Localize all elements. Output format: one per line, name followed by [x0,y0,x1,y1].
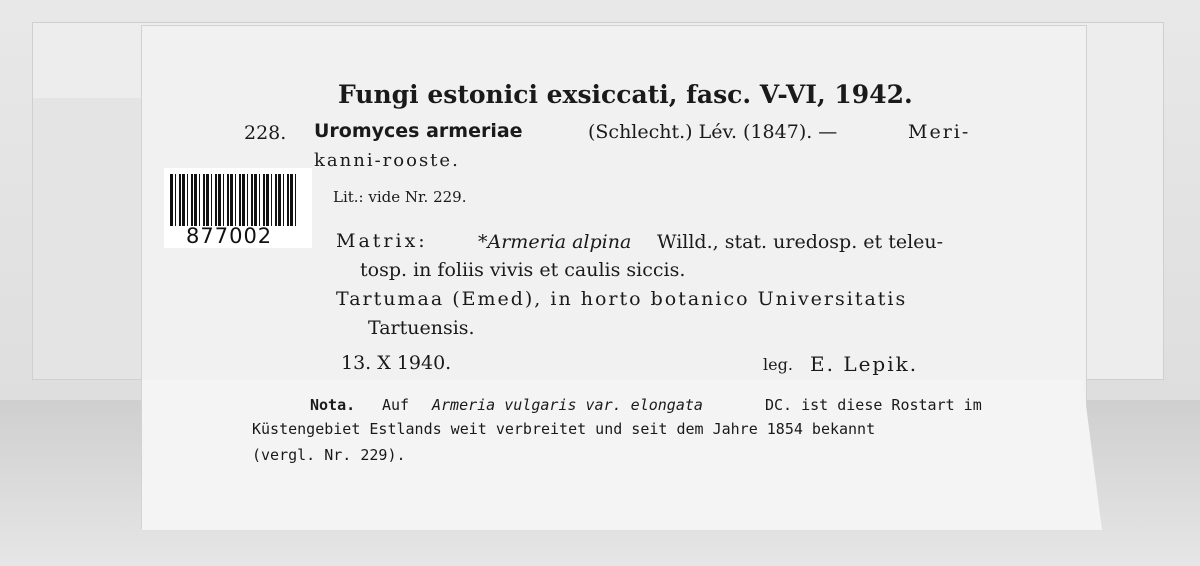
collection-date: 13. X 1940. [341,352,452,374]
matrix-label: Matrix: [336,230,428,252]
species-authority: (Schlecht.) Lév. (1847). — [588,121,838,143]
label-title: Fungi estonici exsiccati, fasc. V-VI, 1942. [338,80,913,109]
note-line1-end: DC. ist diese Rostart im [765,396,982,414]
collector-prefix: leg. [763,355,793,374]
barcode-sticker [164,168,312,248]
matrix-details: Willd., stat. uredosp. et teleu- [657,231,944,253]
note-line3: (vergl. Nr. 229). [252,446,406,464]
back-sheet-shade [33,98,143,379]
note-line2: Küstengebiet Estlands weit verbreitet und seit dem Jahre 1854 bekannt [252,420,876,438]
note-line1-taxon: Armeria vulgaris var. elongata [432,396,703,414]
locality-line1: Tartumaa (Emed), in horto botanico Universitatis [336,288,908,310]
barcode-number: 877002 [186,224,273,248]
common-name-line2: kanni-rooste. [314,150,460,171]
note-label: Nota. [310,396,356,414]
collector-name: E. Lepik. [810,352,919,376]
common-name-line1: Meri- [908,121,971,143]
locality-line2: Tartuensis. [368,317,475,339]
barcode-bars [170,174,298,226]
species-name: Uromyces armeriae [314,120,523,142]
matrix-details-line2: tosp. in foliis vivis et caulis siccis. [360,259,686,281]
literature-reference: Lit.: vide Nr. 229. [333,188,467,206]
note-line1-start: Auf [382,396,410,414]
exsiccata-number: 228. [244,122,287,144]
matrix-host: *Armeria alpina [478,231,632,253]
